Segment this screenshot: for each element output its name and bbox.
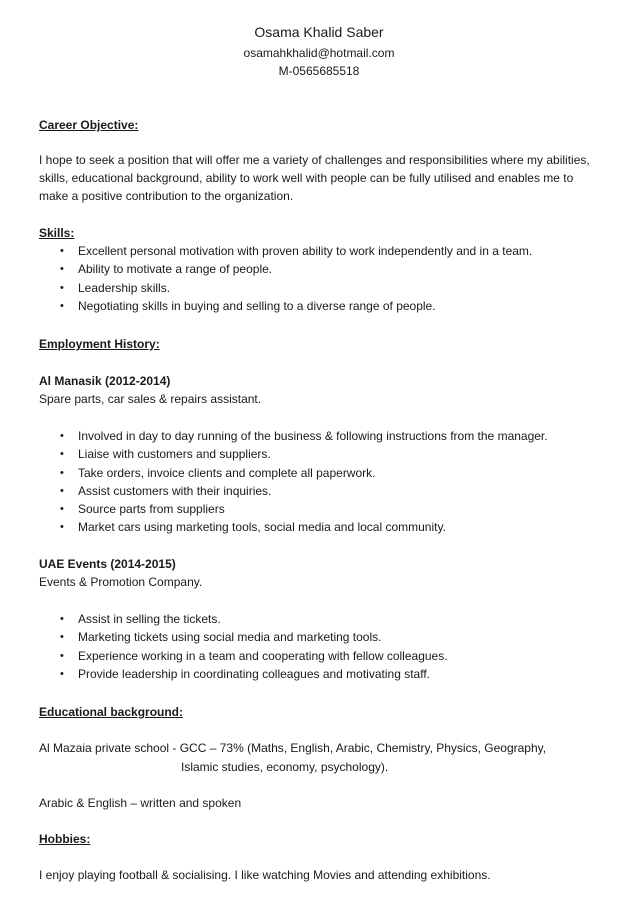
- education-school-line: Al Mazaia private school - GCC – 73% (Maths, English, Arabic, Chemistry, Physics, Geography,: [39, 741, 547, 755]
- bullet-icon: •: [60, 299, 64, 312]
- career-objective-line: make a positive contribution to the organization.: [39, 189, 294, 203]
- duty-text: Assist in selling the tickets.: [78, 612, 221, 626]
- job-title: UAE Events (2014-2015): [39, 557, 176, 571]
- candidate-phone: M-0565685518: [278, 64, 360, 78]
- duty-text: Market cars using marketing tools, social media and local community.: [78, 520, 446, 535]
- skills-heading: Skills:: [39, 226, 75, 240]
- duty-text: Experience working in a team and cooperating with fellow colleagues.: [78, 648, 448, 663]
- list-item: [39, 610, 599, 628]
- skill-text: Ability to motivate a range of people.: [78, 262, 273, 277]
- employment-heading: Employment History:: [39, 337, 160, 351]
- job-duties-list: [39, 610, 599, 683]
- bullet-icon: •: [60, 448, 64, 461]
- duty-text: Provide leadership in coordinating colleagues and motivating staff.: [78, 666, 430, 681]
- career-objective-line: skills, educational background, ability to work well with people can be fully utilised and enables me to: [39, 171, 574, 185]
- list-item: [39, 242, 599, 260]
- list-item: [39, 464, 599, 482]
- skill-text: Excellent personal motivation with proven ability to work independently and in a team.: [78, 244, 533, 258]
- list-item: [39, 665, 599, 683]
- career-objective-text: [39, 151, 599, 205]
- duty-text: Take orders, invoice clients and complete all paperwork.: [78, 465, 376, 480]
- bullet-icon: •: [60, 484, 64, 497]
- education-heading: Educational background:: [39, 705, 184, 719]
- job-subtitle: Events & Promotion Company.: [39, 575, 203, 589]
- list-item: [39, 518, 599, 536]
- list-item: [39, 628, 599, 646]
- hobbies-heading: Hobbies:: [39, 832, 91, 846]
- skills-list: [39, 242, 599, 315]
- duty-text: Marketing tickets using social media and marketing tools.: [78, 630, 382, 645]
- bullet-icon: •: [60, 667, 64, 680]
- job-subtitle: Spare parts, car sales & repairs assistant.: [39, 392, 262, 406]
- bullet-icon: •: [60, 281, 64, 294]
- list-item: [39, 482, 599, 500]
- bullet-icon: •: [60, 263, 64, 276]
- bullet-icon: •: [60, 521, 64, 534]
- hobbies-text: I enjoy playing football & socialising. I like watching Movies and attending exhibitions.: [39, 868, 491, 882]
- candidate-name: Osama Khalid Saber: [254, 24, 384, 40]
- list-item: [39, 427, 599, 445]
- duty-text: Source parts from suppliers: [78, 502, 225, 517]
- duty-text: Involved in day to day running of the business & following instructions from the manager.: [78, 429, 548, 443]
- education-languages: Arabic & English – written and spoken: [39, 796, 242, 810]
- bullet-icon: •: [60, 466, 64, 479]
- duty-text: Liaise with customers and suppliers.: [78, 447, 271, 462]
- bullet-icon: •: [60, 649, 64, 662]
- career-objective-line: I hope to seek a position that will offer me a variety of challenges and responsibilities where my abilities,: [39, 153, 590, 167]
- list-item: [39, 279, 599, 297]
- bullet-icon: •: [60, 430, 64, 442]
- skill-text: Negotiating skills in buying and selling to a diverse range of people.: [78, 298, 436, 313]
- candidate-email: osamahkhalid@hotmail.com: [243, 46, 395, 60]
- skill-text: Leadership skills.: [78, 280, 171, 295]
- job-duties-list: [39, 427, 599, 537]
- duty-text: Assist customers with their inquiries.: [78, 483, 272, 498]
- bullet-icon: •: [60, 245, 64, 257]
- job-title: Al Manasik (2012-2014): [39, 374, 171, 388]
- bullet-icon: •: [60, 631, 64, 644]
- list-item: [39, 647, 599, 665]
- list-item: [39, 500, 599, 518]
- career-objective-heading: Career Objective:: [39, 118, 139, 132]
- education-subjects-line: Islamic studies, economy, psychology).: [181, 760, 389, 774]
- list-item: [39, 445, 599, 463]
- list-item: [39, 260, 599, 278]
- bullet-icon: •: [60, 613, 64, 625]
- list-item: [39, 297, 599, 315]
- bullet-icon: •: [60, 503, 64, 516]
